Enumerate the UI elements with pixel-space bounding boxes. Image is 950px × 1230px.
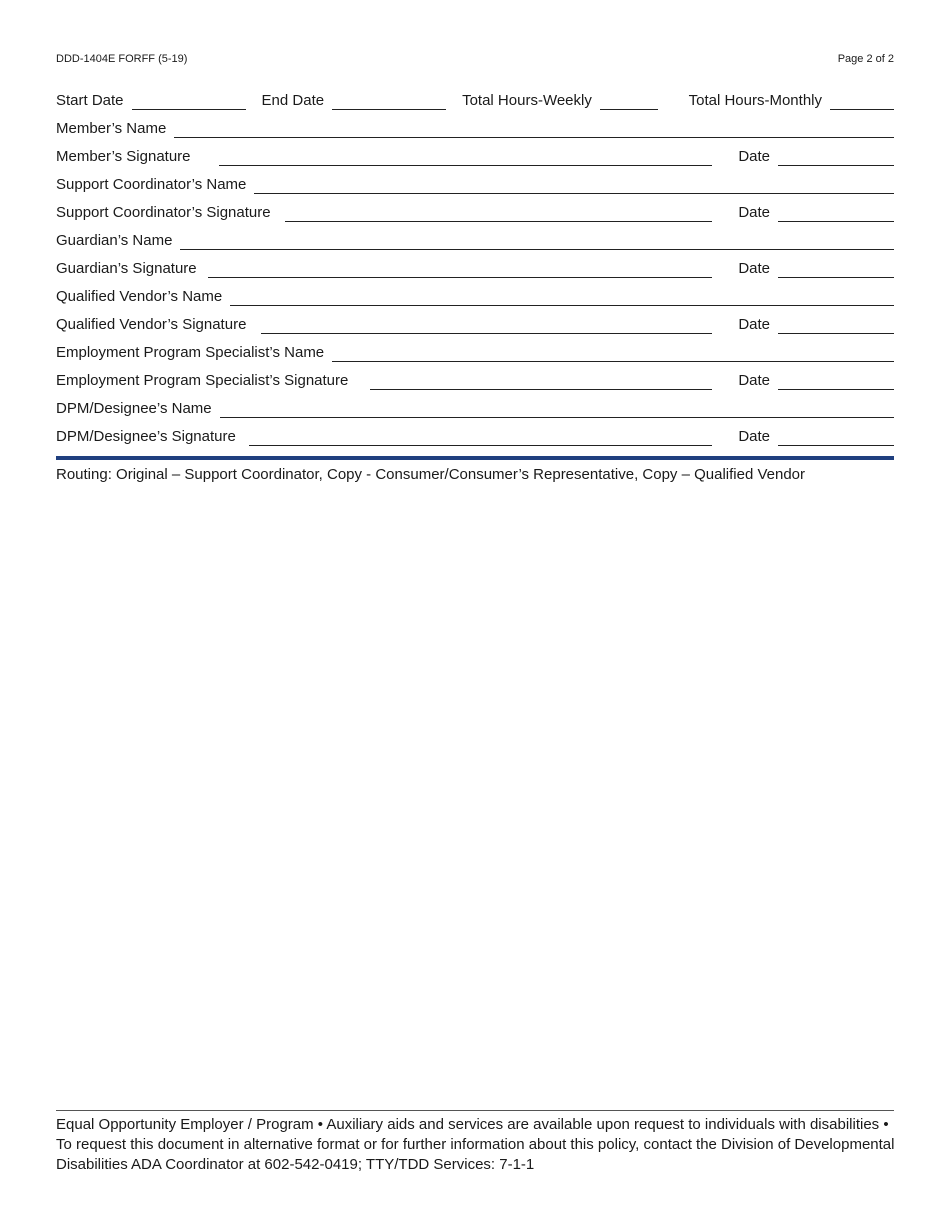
dpm-name-row (56, 396, 894, 418)
weekly-hours-field[interactable] (600, 95, 658, 110)
vendor-date-field[interactable] (778, 319, 894, 334)
member-name-label: Member’s Name (56, 120, 167, 137)
member-name-field[interactable] (174, 123, 894, 138)
eps-date-group (738, 372, 894, 390)
dpm-signature-row (56, 424, 894, 446)
dpm-signature-field[interactable] (249, 431, 712, 446)
footer-notice (56, 1115, 896, 1175)
eps-date-label: Date (738, 372, 770, 389)
vendor-signature-field[interactable] (261, 319, 712, 334)
vendor-signature-label: Qualified Vendor’s Signature (56, 316, 247, 333)
sc-name-field[interactable] (254, 179, 894, 194)
footer-line-3: Disabilities ADA Coordinator at 602-542-0419; TTY/TDD Services: 7-1-1 (56, 1156, 535, 1173)
sc-signature-row (56, 200, 894, 222)
eps-name-row (56, 340, 894, 362)
weekly-hours-group (462, 92, 658, 110)
sc-name-label: Support Coordinator’s Name (56, 176, 247, 193)
dpm-name-label: DPM/Designee’s Name (56, 400, 212, 417)
member-date-group (738, 148, 894, 166)
guardian-signature-row (56, 256, 894, 278)
monthly-hours-group (689, 92, 894, 110)
sc-date-field[interactable] (778, 207, 894, 222)
member-signature-field[interactable] (219, 151, 712, 166)
eps-date-field[interactable] (778, 375, 894, 390)
guardian-signature-field[interactable] (208, 263, 712, 278)
dpm-name-field[interactable] (220, 403, 894, 418)
vendor-signature-row (56, 312, 894, 334)
member-date-field[interactable] (778, 151, 894, 166)
monthly-hours-field[interactable] (830, 95, 894, 110)
dpm-date-group (738, 428, 894, 446)
guardian-name-field[interactable] (180, 235, 894, 250)
dpm-date-label: Date (738, 428, 770, 445)
footer-line-2: To request this document in alternative format or for further information about this policy, contact the Division of Developmental (56, 1136, 895, 1153)
routing-note: Routing: Original – Support Coordinator, Copy - Consumer/Consumer’s Representative, Copy – Qualified Vendor (56, 466, 806, 483)
member-signature-label: Member’s Signature (56, 148, 191, 165)
footer-divider (56, 1110, 894, 1111)
section-divider (56, 456, 894, 460)
sc-name-row (56, 172, 894, 194)
vendor-date-label: Date (738, 316, 770, 333)
page-number: Page 2 of 2 (837, 53, 894, 65)
guardian-name-label: Guardian’s Name (56, 232, 173, 249)
eps-signature-row (56, 368, 894, 390)
sc-date-label: Date (738, 204, 770, 221)
eps-name-label: Employment Program Specialist’s Name (56, 344, 325, 361)
member-date-label: Date (738, 148, 770, 165)
dpm-date-field[interactable] (778, 431, 894, 446)
dpm-signature-label: DPM/Designee’s Signature (56, 428, 236, 445)
guardian-date-label: Date (738, 260, 770, 277)
monthly-hours-label: Total Hours-Monthly (688, 92, 822, 109)
eps-signature-label: Employment Program Specialist’s Signature (56, 372, 349, 389)
guardian-date-group (738, 260, 894, 278)
weekly-hours-label: Total Hours-Weekly (462, 92, 592, 109)
end-date-group (262, 92, 447, 110)
guardian-signature-label: Guardian’s Signature (56, 260, 197, 277)
sc-date-group (738, 204, 894, 222)
sc-signature-label: Support Coordinator’s Signature (56, 204, 271, 221)
guardian-name-row (56, 228, 894, 250)
sc-signature-field[interactable] (285, 207, 712, 222)
form-id: DDD-1404E FORFF (5-19) (56, 53, 188, 65)
vendor-name-row (56, 284, 894, 306)
start-date-field[interactable] (132, 95, 246, 110)
dates-row (56, 88, 894, 110)
start-date-label: Start Date (56, 92, 124, 109)
end-date-field[interactable] (332, 95, 446, 110)
start-date-group (56, 92, 246, 110)
end-date-label: End Date (261, 92, 325, 109)
vendor-date-group (738, 316, 894, 334)
vendor-name-label: Qualified Vendor’s Name (56, 288, 223, 305)
member-signature-row (56, 144, 894, 166)
member-name-row (56, 116, 894, 138)
footer-line-1: Equal Opportunity Employer / Program • Auxiliary aids and services are available upon request to individuals with disabilities • (56, 1116, 889, 1133)
guardian-date-field[interactable] (778, 263, 894, 278)
eps-name-field[interactable] (332, 347, 894, 362)
eps-signature-field[interactable] (370, 375, 712, 390)
vendor-name-field[interactable] (230, 291, 894, 306)
